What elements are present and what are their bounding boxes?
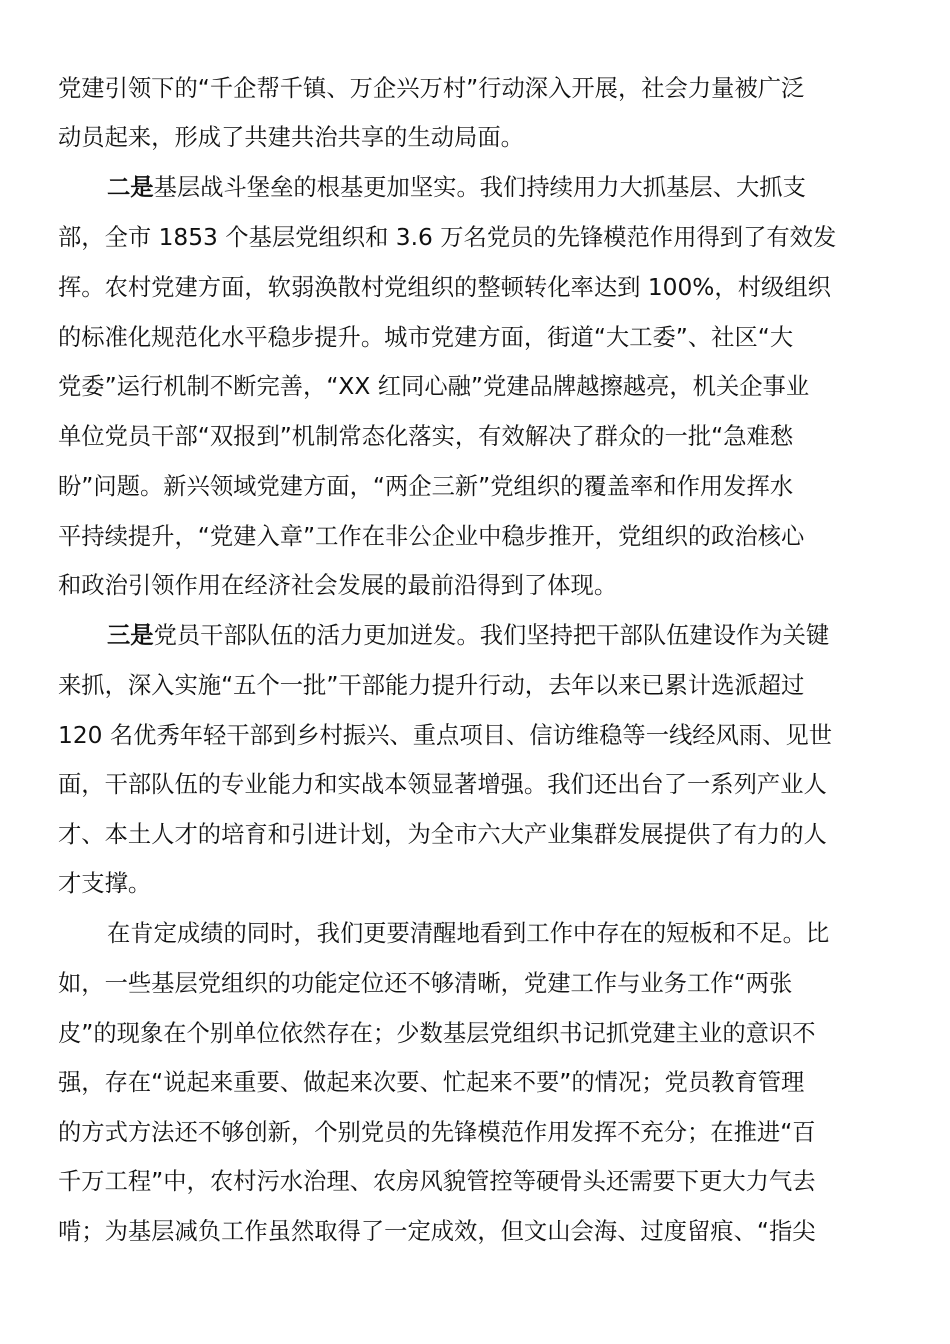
text-line: 才支撑。 [58, 870, 152, 897]
text-line: 皮”的现象在个别单位依然存在；少数基层党组织书记抓党建主业的意识不 [58, 1020, 816, 1047]
paragraph-lead-three: 三是 [107, 622, 154, 649]
text-line: 强，存在“说起来重要、做起来次要、忙起来不要”的情况；党员教育管理 [58, 1069, 805, 1096]
paragraph-three-first-line [107, 618, 897, 654]
text-line: 120 名优秀年轻干部到乡村振兴、重点项目、信访维稳等一线经风雨、见世 [58, 722, 833, 749]
text-line: 如，一些基层党组织的功能定位还不够清晰，党建工作与业务工作“两张 [58, 970, 793, 997]
text-line: 的标准化规范化水平稳步提升。城市党建方面，街道“大工委”、社区“大 [58, 324, 794, 351]
text-line: 挥。农村党建方面，软弱涣散村党组织的整顿转化率达到 100%，村级组织 [58, 274, 831, 301]
text-line: 党员干部队伍的活力更加迸发。我们坚持把干部队伍建设作为关键 [153, 622, 830, 649]
text-line: 在肯定成绩的同时，我们更要清醒地看到工作中存在的短板和不足。比 [107, 920, 830, 947]
text-line: 基层战斗堡垒的根基更加坚实。我们持续用力大抓基层、大抓支 [153, 174, 806, 201]
text-line: 啃；为基层减负工作虽然取得了一定成效，但文山会海、过度留痕、“指尖 [58, 1218, 816, 1245]
text-line: 来抓，深入实施“五个一批”干部能力提升行动，去年以来已累计选派超过 [58, 672, 805, 699]
text-line: 千万工程”中，农村污水治理、农房风貌管控等硬骨头还需要下更大力气去 [58, 1168, 816, 1195]
text-line: 单位党员干部“双报到”机制常态化落实，有效解决了群众的一批“急难愁 [58, 423, 794, 450]
paragraph-lead-two: 二是 [107, 174, 154, 201]
text-line: 党委”运行机制不断完善，“XX 红同心融”党建品牌越擦越亮，机关企事业 [58, 373, 810, 400]
text-line: 部，全市 1853 个基层党组织和 3.6 万名党员的先锋模范作用得到了有效发 [58, 224, 837, 251]
text-line: 动员起来，形成了共建共治共享的生动局面。 [58, 124, 524, 151]
text-line: 盼”问题。新兴领域党建方面，“两企三新”党组织的覆盖率和作用发挥水 [58, 473, 794, 500]
text-line: 才、本土人才的培育和引进计划，为全市六大产业集群发展提供了有力的人 [58, 821, 827, 848]
paragraph-two-first-line [107, 170, 897, 206]
text-line: 党建引领下的“千企帮千镇、万企兴万村”行动深入开展，社会力量被广泛 [58, 75, 805, 102]
text-line: 面，干部队伍的专业能力和实战本领显著增强。我们还出台了一系列产业人 [58, 771, 827, 798]
text-line: 的方式方法还不够创新，个别党员的先锋模范作用发挥不充分；在推进“百 [58, 1119, 816, 1146]
text-line: 平持续提升，“党建入章”工作在非公企业中稳步推开，党组织的政治核心 [58, 523, 805, 550]
text-line: 和政治引领作用在经济社会发展的最前沿得到了体现。 [58, 572, 618, 599]
